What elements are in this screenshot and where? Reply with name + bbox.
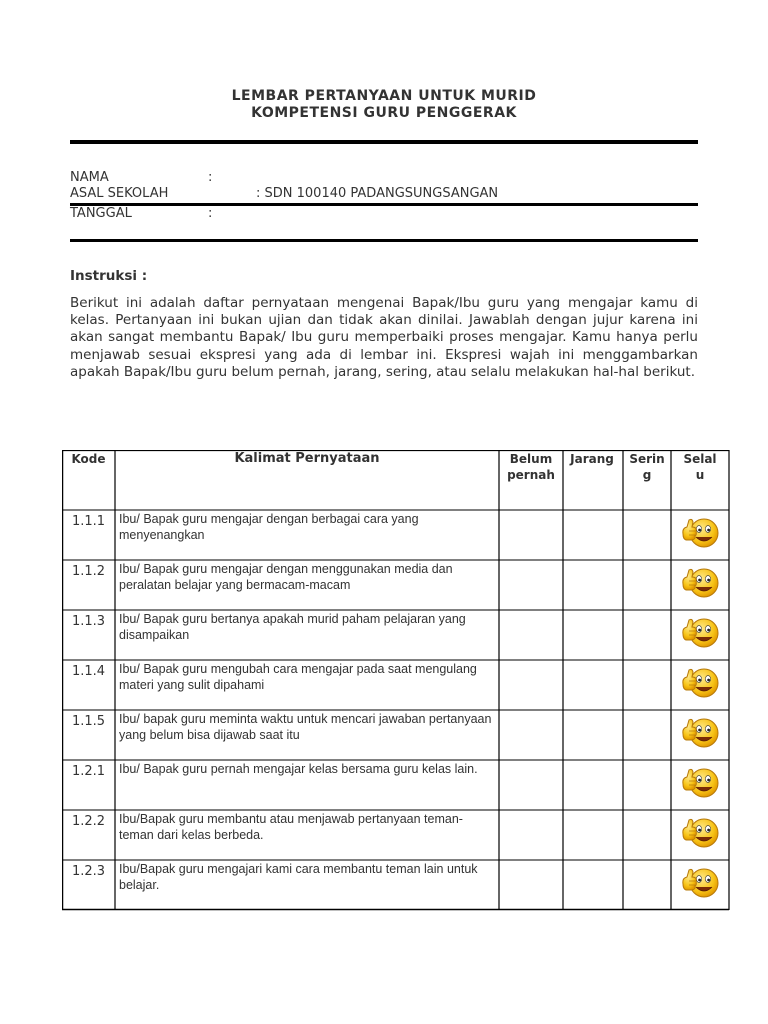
instructions-body: Berikut ini adalah daftar pernyataan mengenai Bapak/Ibu guru yang mengajar kamu di kelas. Pertanyaan ini bukan ujian dan tidak akan dinilai. Jawablah dengan jujur karena ini akan sangat membantu Bapak/ Ibu guru memperbaiki proses mengajar. Kamu hanya perlu menjawab sesuai ekspresi yang ada di lembar ini. Ekspresi wajah ini menggambarkan apakah Bapak/Ibu guru belum pernah, jarang, sering, atau selalu melakukan hal-hal berikut. [70,295,698,380]
answer-cell-selalu[interactable] [671,560,729,610]
thumbs-up-smiley-icon [680,714,720,750]
row-code: 1.2.3 [71,864,106,879]
thumbs-up-smiley-icon [680,814,720,850]
answer-cell-selalu[interactable] [671,660,729,710]
row-code: 1.1.3 [71,614,106,629]
instructions-heading: Instruksi : [70,268,148,284]
answer-cell-belum-pernah[interactable] [499,660,563,710]
tanggal-label: TANGGAL [70,206,132,221]
header-sering: Sering [629,452,665,482]
thumbs-up-smiley-icon [680,764,720,800]
answer-cell-jarang[interactable] [563,610,623,660]
answer-cell-sering[interactable] [623,610,671,660]
answer-cell-belum-pernah[interactable] [499,610,563,660]
header-kode: Kode [71,452,106,466]
header-jarang: Jarang [570,452,614,466]
sekolah-value: : SDN 100140 PADANGSUNGSANGAN [256,186,499,201]
divider-bottom [70,239,698,242]
answer-cell-selalu[interactable] [671,510,729,560]
row-code: 1.1.4 [71,664,106,679]
answer-cell-selalu[interactable] [671,760,729,810]
nama-colon: : [208,170,213,185]
answer-cell-belum-pernah[interactable] [499,860,563,910]
thumbs-up-smiley-icon [680,564,720,600]
answer-cell-sering[interactable] [623,810,671,860]
row-statement: Ibu/ Bapak guru mengajar dengan berbagai cara yang menyenangkan [119,512,419,542]
answer-cell-selalu[interactable] [671,810,729,860]
answer-cell-belum-pernah[interactable] [499,710,563,760]
row-code: 1.1.2 [71,564,106,579]
answer-cell-jarang[interactable] [563,560,623,610]
answer-cell-sering[interactable] [623,660,671,710]
row-statement: Ibu/ Bapak guru mengubah cara mengajar pada saat mengulang materi yang sulit dipahami [119,662,477,692]
row-statement: Ibu/ Bapak guru bertanya apakah murid paham pelajaran yang disampaikan [119,612,466,642]
answer-cell-selalu[interactable] [671,710,729,760]
answer-cell-belum-pernah[interactable] [499,510,563,560]
row-statement: Ibu/Bapak guru mengajari kami cara membantu teman lain untuk belajar. [119,862,478,892]
thumbs-up-smiley-icon [680,664,720,700]
answer-cell-sering[interactable] [623,560,671,610]
row-code: 1.2.1 [71,764,106,779]
thumbs-up-smiley-icon [680,514,720,550]
answer-cell-sering[interactable] [623,510,671,560]
answer-cell-jarang[interactable] [563,860,623,910]
answer-cell-belum-pernah[interactable] [499,760,563,810]
answer-cell-jarang[interactable] [563,710,623,760]
page-title-line1: LEMBAR PERTANYAAN UNTUK MURID [231,88,537,104]
row-code: 1.1.5 [71,714,106,729]
answer-cell-sering[interactable] [623,760,671,810]
row-statement: Ibu/ bapak guru meminta waktu untuk mencari jawaban pertanyaan yang belum bisa dijawab saat itu [119,712,492,742]
header-belum-pernah: Belum pernah [507,452,555,482]
header-selalu: Selalu [683,452,717,482]
row-statement: Ibu/ Bapak guru pernah mengajar kelas bersama guru kelas lain. [119,762,478,776]
header-kalimat: Kalimat Pernyataan [234,451,380,466]
answer-cell-jarang[interactable] [563,760,623,810]
tanggal-colon: : [208,206,213,221]
answer-cell-jarang[interactable] [563,660,623,710]
thumbs-up-smiley-icon [680,614,720,650]
answer-cell-selalu[interactable] [671,610,729,660]
row-statement: Ibu/Bapak guru membantu atau menjawab pertanyaan teman-teman dari kelas berbeda. [119,812,463,842]
answer-cell-jarang[interactable] [563,810,623,860]
page-title-line2: KOMPETENSI GURU PENGGERAK [251,105,517,121]
answer-cell-selalu[interactable] [671,860,729,910]
answer-cell-jarang[interactable] [563,510,623,560]
divider-middle [70,203,698,206]
answer-cell-sering[interactable] [623,860,671,910]
row-code: 1.1.1 [71,514,106,529]
thumbs-up-smiley-icon [680,864,720,900]
sekolah-label: ASAL SEKOLAH [70,186,169,201]
divider-top [70,140,698,144]
answer-cell-belum-pernah[interactable] [499,560,563,610]
answer-cell-sering[interactable] [623,710,671,760]
nama-label: NAMA [70,170,109,185]
row-code: 1.2.2 [71,814,106,829]
row-statement: Ibu/ Bapak guru mengajar dengan menggunakan media dan peralatan belajar yang bermacam-macam [119,562,453,592]
answer-cell-belum-pernah[interactable] [499,810,563,860]
